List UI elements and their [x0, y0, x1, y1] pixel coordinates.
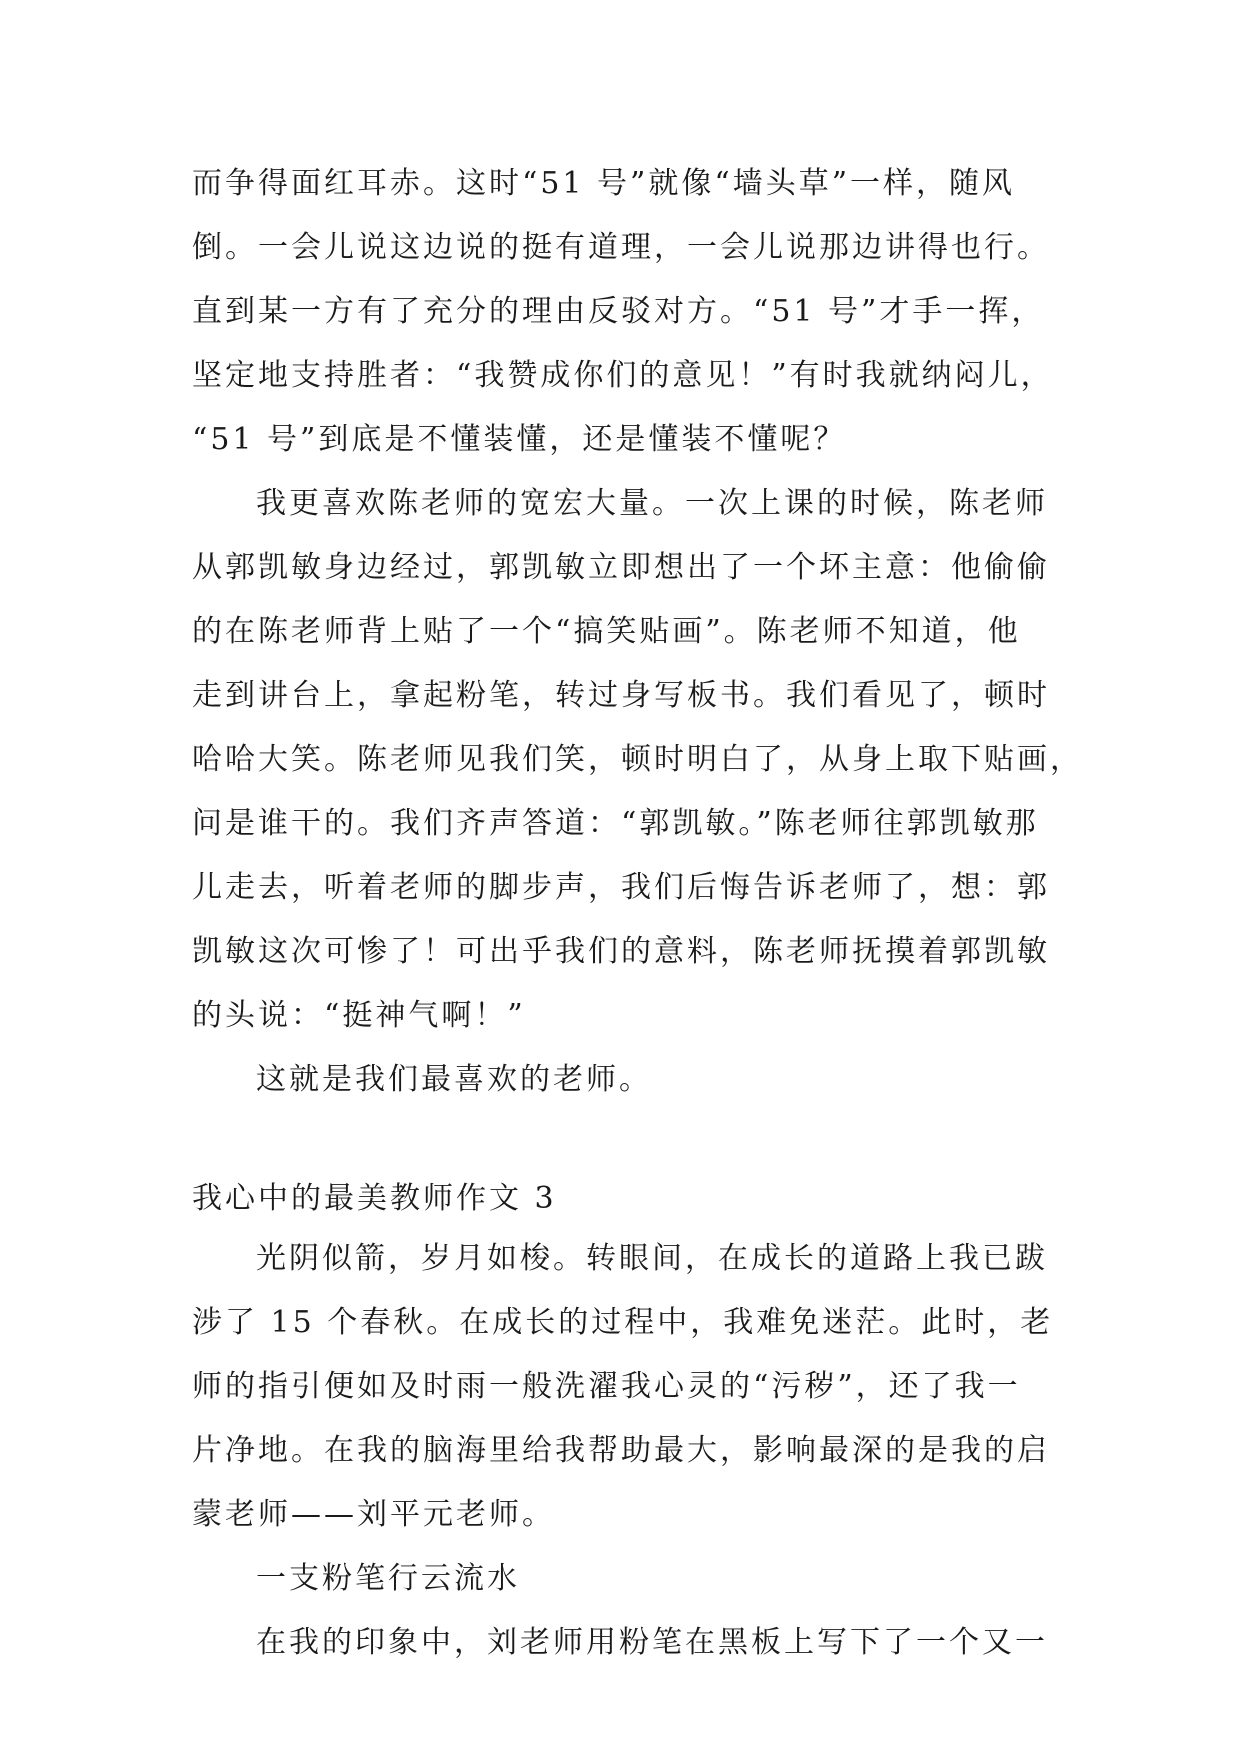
text-line: 在我的印象中，刘老师用粉笔在黑板上写下了一个又一	[256, 1625, 1048, 1660]
text-line: 哈哈大笑。陈老师见我们笑，顿时明白了，从身上取下贴画，	[192, 742, 1083, 777]
text-line: 倒。一会儿说这边说的挺有道理，一会儿说那边讲得也行。	[192, 230, 1050, 265]
text-line: 走到讲台上，拿起粉笔，转过身写板书。我们看见了，顿时	[192, 678, 1050, 713]
text-line: 凯敏这次可惨了！可出乎我们的意料，陈老师抚摸着郭凯敏	[192, 934, 1050, 969]
text-line: 这就是我们最喜欢的老师。	[256, 1062, 652, 1097]
text-line: 坚定地支持胜者：“我赞成你们的意见！”有时我就纳闷儿，	[192, 358, 1054, 393]
text-line: 儿走去，听着老师的脚步声，我们后悔告诉老师了，想：郭	[192, 870, 1050, 905]
text-line: 光阴似箭，岁月如梭。转眼间，在成长的道路上我已跋	[256, 1241, 1048, 1276]
subheading: 一支粉笔行云流水	[256, 1561, 520, 1596]
section-heading: 我心中的最美教师作文 3	[192, 1181, 557, 1216]
text-line: “51 号”到底是不懂装懂，还是懂装不懂呢？	[192, 422, 847, 457]
text-line: 直到某一方有了充分的理由反驳对方。“51 号”才手一挥，	[192, 294, 1045, 329]
text-line: 涉了 15 个春秋。在成长的过程中，我难免迷茫。此时，老	[192, 1305, 1054, 1340]
text-line: 而争得面红耳赤。这时“51 号”就像“墙头草”一样，随风	[192, 166, 1016, 201]
text-line: 片净地。在我的脑海里给我帮助最大，影响最深的是我的启	[192, 1433, 1050, 1468]
text-line: 蒙老师——刘平元老师。	[192, 1497, 555, 1532]
text-line: 我更喜欢陈老师的宽宏大量。一次上课的时候，陈老师	[256, 486, 1048, 521]
text-line: 的头说：“挺神气啊！”	[192, 998, 526, 1033]
text-line: 的在陈老师背上贴了一个“搞笑贴画”。陈老师不知道，他	[192, 614, 1021, 649]
text-line: 从郭凯敏身边经过，郭凯敏立即想出了一个坏主意：他偷偷	[192, 550, 1050, 585]
text-line: 师的指引便如及时雨一般洗濯我心灵的“污秽”，还了我一	[192, 1369, 1021, 1404]
text-line: 问是谁干的。我们齐声答道：“郭凯敏。”陈老师往郭凯敏那	[192, 806, 1039, 841]
